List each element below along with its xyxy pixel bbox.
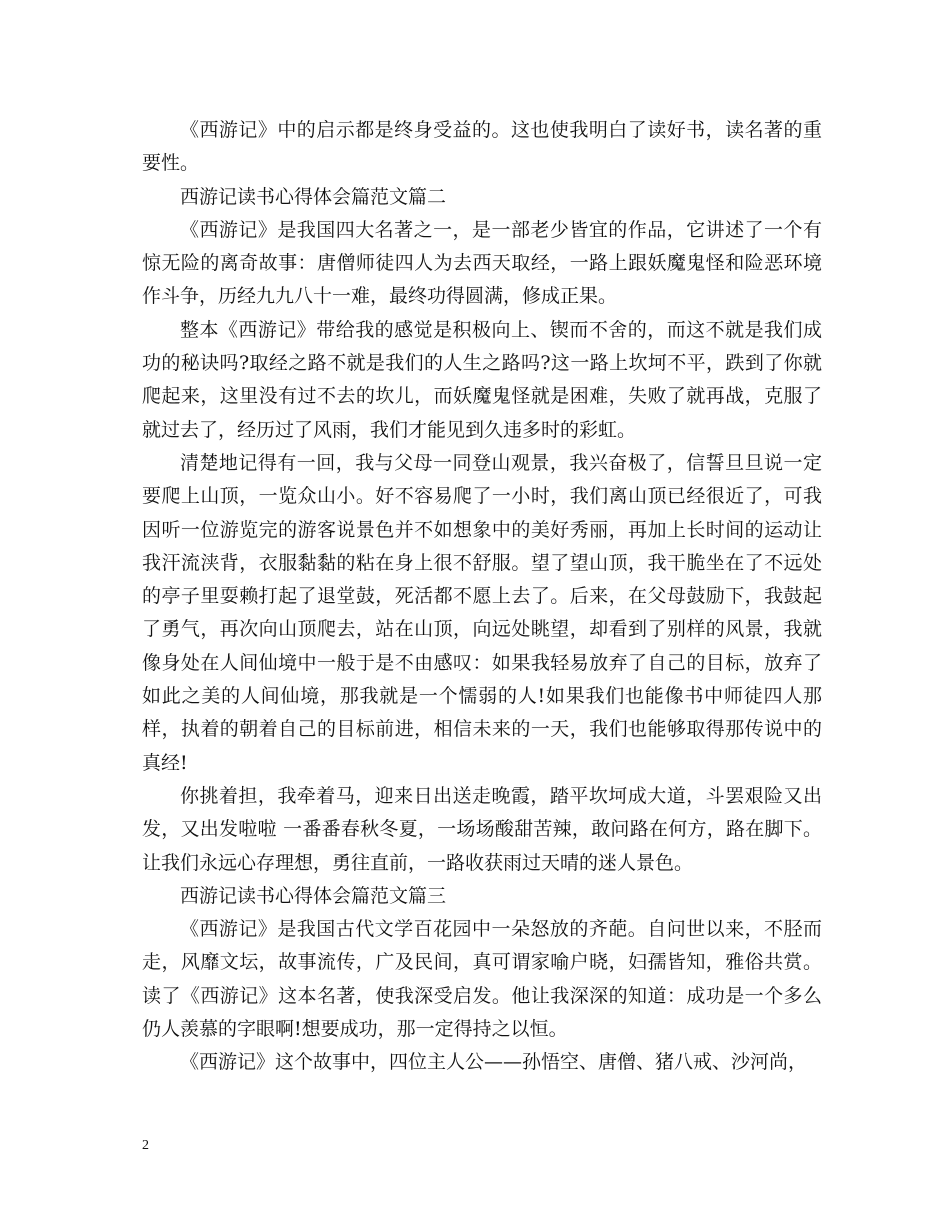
- paragraph-classic-literature: 《西游记》是我国古代文学百花园中一朵怒放的齐葩。自问世以来，不胫而走，风靡文坛，故事流传，广及民间，真可谓家喻户晓，妇孺皆知，雅俗共赏。读了《西游记》这本名著，使我深受启发。他让我深深的知道：成功是一个多么仍人羡慕的字眼啊!想要成功，那一定得持之以恒。: [142, 918, 822, 1041]
- section-heading-part-three: 西游记读书心得体会篇范文篇三: [180, 884, 447, 907]
- paragraph-mountain-story: 清楚地记得有一回，我与父母一同登山观景，我兴奋极了，信誓旦旦说一定要爬上山顶，一览众山小。好不容易爬了一小时，我们离山顶已经很近了，可我因听一位游览完的游客说景色并不如想象中的美好秀丽，再加上长时间的运动让我汗流浃背，衣服黏黏的粘在身上很不舒服。望了望山顶，我干脆坐在了不远处的亭子里耍赖打起了退堂鼓，死活都不愿上去了。后来，在父母鼓励下，我鼓起了勇气，再次向山顶爬去，站在山顶，向远处眺望，却看到了别样的风景，我就像身处在人间仙境中一般于是不由感叹：如果我轻易放弃了自己的目标，放弃了如此之美的人间仙境，那我就是一个懦弱的人!如果我们也能像书中师徒四人那样，执着的朝着自己的目标前进，相信未来的一天，我们也能够取得那传说中的真经!: [142, 451, 822, 774]
- paragraph-success-secret: 整本《西游记》带给我的感觉是积极向上、锲而不舍的，而这不就是我们成功的秘诀吗?取经之路不就是我们的人生之路吗?这一路上坎坷不平，跌到了你就爬起来，这里没有过不去的坎儿，而妖魔鬼怪就是困难，失败了就再战，克服了就过去了，经历过了风雨，我们才能见到久违多时的彩虹。: [142, 318, 822, 441]
- paragraph-four-protagonists: 《西游记》这个故事中，四位主人公——孙悟空、唐僧、猪八戒、沙河尚，: [180, 1051, 808, 1074]
- page-number: 2: [142, 1138, 149, 1153]
- section-heading-part-two: 西游记读书心得体会篇范文篇二: [180, 185, 447, 208]
- paragraph-song-lyrics: 你挑着担，我牵着马，迎来日出送走晚霞，踏平坎坷成大道，斗罢艰险又出发，又出发啦啦 一番番春秋冬夏，一场场酸甜苦辣，敢问路在何方，路在脚下。让我们永远心存理想，勇往直前，一路收获雨过天晴的迷人景色。: [142, 784, 822, 874]
- paragraph-conclusion: 《西游记》中的启示都是终身受益的。这也使我明白了读好书，读名著的重要性。: [142, 119, 822, 175]
- paragraph-intro-journey: 《西游记》是我国四大名著之一，是一部老少皆宜的作品，它讲述了一个有惊无险的离奇故事：唐僧师徒四人为去西天取经，一路上跟妖魔鬼怪和险恶环境作斗争，历经九九八十一难，最终功得圆满，修成正果。: [142, 218, 822, 308]
- document-body: [142, 114, 822, 1080]
